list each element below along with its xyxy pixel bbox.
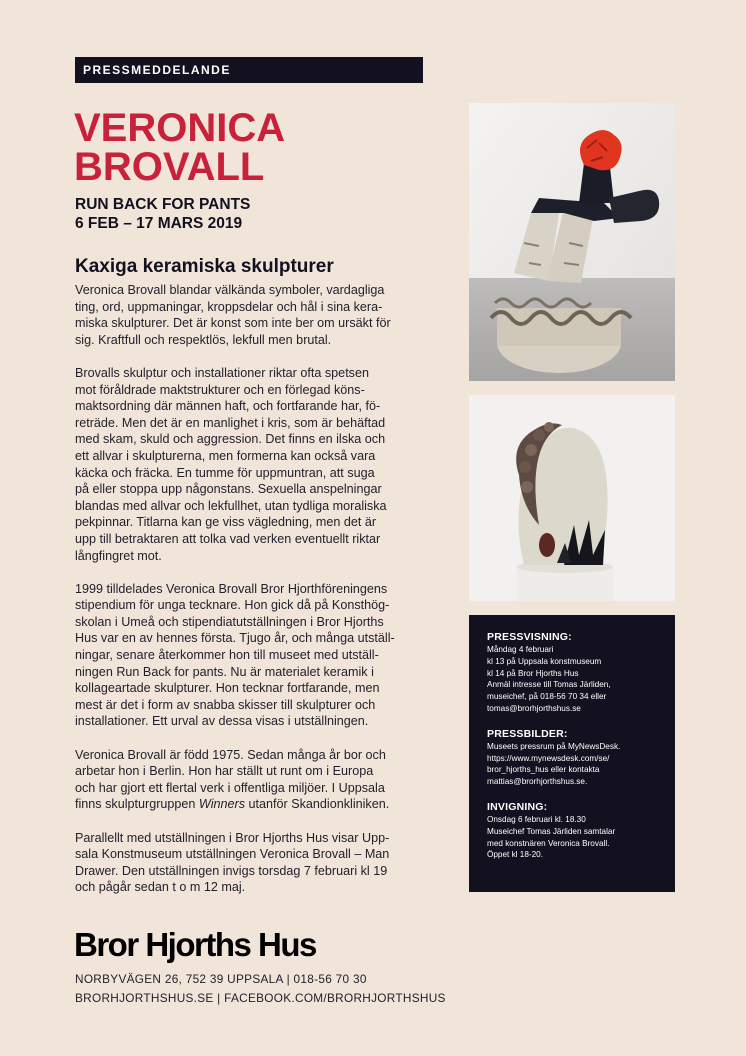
- info-line: med konstnären Veronica Brovall.: [487, 838, 610, 848]
- text-line: 1999 tilldelades Veronica Brovall Bror Hjorthföreningens: [75, 581, 388, 596]
- text-line: Hus var en av hennes första. Tjugo år, och många utställ-: [75, 631, 395, 646]
- paragraph: [75, 282, 431, 348]
- text-line: och pågår sedan t o m 12 maj.: [75, 880, 246, 895]
- contact-email: tomas@brorhjorthshus.se: [487, 703, 581, 713]
- info-line: bror_hjorths_hus eller kontakta: [487, 765, 600, 775]
- text-line: med skam, skuld och aggression. Det finns en ilska och: [75, 432, 386, 447]
- info-line: Onsdag 6 februari kl. 18.30: [487, 814, 586, 824]
- exhibition-name: RUN BACK FOR PANTS: [75, 196, 251, 213]
- text-line: Brovalls skulptur och installationer riktar ofta spetsen: [75, 365, 369, 380]
- exhibition-dates: 6 FEB – 17 MARS 2019: [75, 215, 243, 232]
- info-line: Anmäl intresse till Tomas Järliden,: [487, 680, 611, 690]
- press-viewing-heading: PRESSVISNING:: [487, 631, 572, 643]
- paragraph: [75, 365, 431, 564]
- text-line: Veronica Brovall blandar välkända symboler, vardagliga: [75, 283, 385, 297]
- paragraph: [75, 581, 431, 730]
- press-images-heading: PRESSBILDER:: [487, 727, 568, 740]
- text-line: och har gjort ett flertal verk i offentliga miljöer. I Uppsala: [75, 780, 385, 795]
- text-line: sala Konstmuseum utställningen Veronica Brovall – Man: [75, 847, 390, 862]
- press-images-section: [487, 728, 665, 788]
- text-line: upp till betraktaren att tolka vad verken eventuellt riktar: [75, 531, 381, 546]
- text-line: ting, ord, uppmaningar, kroppsdelar och hål i sina kera-: [75, 299, 383, 314]
- article-heading: Kaxiga keramiska skulpturer: [75, 256, 334, 277]
- text-line: käcka och fräcka. En tumme för uppmuntran, att suga: [75, 465, 375, 480]
- article-body: [75, 282, 431, 913]
- text-line: ningar, senare återkommer hon till museet med utställ-: [75, 648, 379, 663]
- text-line: installationer. Ett urval av dessa visas i utställningen.: [75, 714, 369, 729]
- press-room-link: https://www.mynewsdesk.com/se/: [487, 753, 610, 763]
- text-line: reträde. Men det är en manlighet i kris, som är behäftad: [75, 415, 386, 430]
- text-line: mot föråldrade maktstrukturer och en förlegad köns-: [75, 382, 365, 397]
- text-line: långfingret mot.: [75, 548, 162, 563]
- text-line: mest är det i form av snabba skisser till skulpturer och: [75, 697, 376, 712]
- text-line: sig. Kraftfull och respektlös, lekfull men brutal.: [75, 332, 332, 347]
- press-info-box: [469, 615, 675, 892]
- info-line: kl 13 på Uppsala konstmuseum: [487, 656, 602, 666]
- footer-web: BRORHJORTHSHUS.SE | FACEBOOK.COM/BRORHJORTHSHUS: [75, 991, 446, 1005]
- paragraph: [75, 830, 431, 896]
- press-viewing-section: [487, 631, 665, 715]
- artwork-title: Winners: [198, 797, 245, 812]
- text-line: [75, 796, 431, 813]
- text-line: maktsordning där männen haft, och fortfarande har, fö-: [75, 399, 381, 414]
- text-line: Veronica Brovall är född 1975. Sedan många år bor och: [75, 747, 386, 762]
- opening-section: [487, 801, 665, 861]
- info-line: Måndag 4 februari: [487, 645, 554, 654]
- sculpture-photo-legs: [469, 103, 675, 381]
- text-line: på eller stoppa upp någonstans. Sexuella anspelningar: [75, 482, 382, 497]
- text-line: kollageartade skulpturer. Hon tecknar fortfarande, men: [75, 681, 380, 696]
- press-release-label: PRESSMEDDELANDE: [75, 57, 423, 83]
- sculpture-photo-bust: [469, 395, 675, 601]
- text-segment: utanför Skandionkliniken.: [245, 797, 390, 812]
- info-line: Öppet kl 18-20.: [487, 850, 543, 860]
- info-line: Museichef Tomas Järliden samtalar: [487, 826, 616, 836]
- title-line: VERONICA: [74, 106, 286, 150]
- text-line: Parallellt med utställningen i Bror Hjorths Hus visar Upp-: [75, 830, 390, 845]
- museum-logo: Bror Hjorths Hus: [74, 926, 316, 963]
- footer-address: NORBYVÄGEN 26, 752 39 UPPSALA | 018-56 70 30: [75, 972, 367, 986]
- exhibition-subtitle: [75, 195, 250, 233]
- text-line: skolan i Umeå och stipendiatutställningen i Bror Hjorths: [75, 614, 384, 629]
- text-line: ett allvar i skulpturerna, men formerna kan också vara: [75, 448, 376, 463]
- paragraph: [75, 747, 431, 813]
- artist-name-title: [74, 106, 286, 189]
- footer-contact: [75, 970, 446, 1008]
- text-line: arbetar hon i Berlin. Hon har ställt ut runt om i Europa: [75, 764, 374, 779]
- opening-heading: INVIGNING:: [487, 800, 548, 813]
- text-line: pekpinnar. Titlarna kan ge viss vägledning, men det är: [75, 515, 377, 530]
- text-line: blandas med allvar och lekfullhet, utan tydliga moraliska: [75, 498, 387, 513]
- info-line: kl 14 på Bror Hjorths Hus: [487, 668, 579, 678]
- contact-email: mattias@brorhjorthshus.se.: [487, 777, 588, 787]
- info-line: museichef, på 018-56 70 34 eller: [487, 692, 607, 702]
- text-line: stipendium för unga tecknare. Hon gick då på Konsthög-: [75, 598, 390, 613]
- title-line: BROVALL: [74, 145, 265, 189]
- text-line: Drawer. Den utställningen invigs torsdag 7 februari kl 19: [75, 863, 388, 878]
- text-line: ningen Run Back for pants. Nu är materialet keramik i: [75, 664, 374, 679]
- text-line: miska skulpturer. Det är konst som inte ber om ursäkt för: [75, 316, 391, 331]
- text-segment: finns skulpturgruppen: [75, 797, 199, 812]
- info-line: Museets pressrum på MyNewsDesk.: [487, 741, 621, 751]
